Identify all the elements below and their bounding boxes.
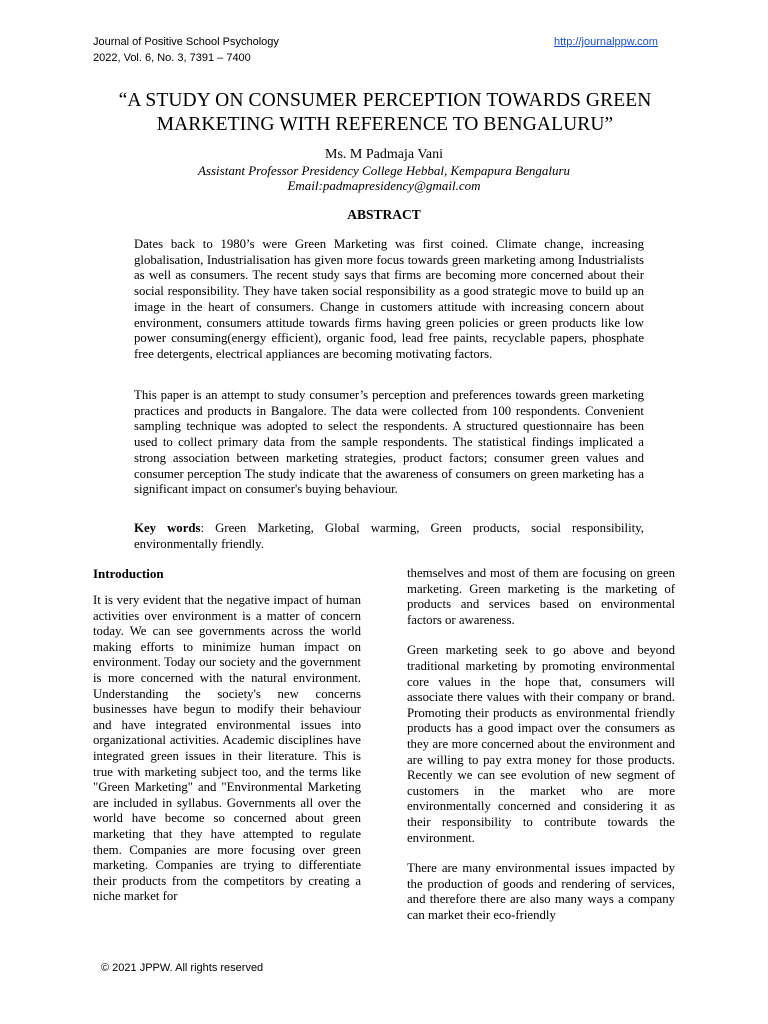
author-name: Ms. M Padmaja Vani bbox=[325, 147, 443, 162]
keywords-label: Key words bbox=[134, 521, 201, 535]
introduction-heading: Introduction bbox=[93, 566, 164, 581]
intro-right-paragraph-3: There are many environmental issues impacted by the production of goods and rendering of services, and therefore there are also many ways a company can market their eco-friendly bbox=[407, 861, 675, 922]
journal-url-link[interactable]: http://journalppw.com bbox=[554, 36, 658, 48]
abstract-paragraph-2: This paper is an attempt to study consumer’s perception and preferences towards green marketing practices and products in Bangalore. The data were collected from 100 respondents. Convenient sampling technique was adopted to select the respondents. A structured questionnaire has been used to collect primary data from the sample respondents. The statistical findings implicated a strong association between marketing strategies, product factors; consumer green values and consumer perception The study indicate that the awareness of consumers on green marketing has a significant impact on consumer's buying behaviour. bbox=[134, 388, 644, 497]
right-column bbox=[407, 566, 675, 938]
journal-issue: 2022, Vol. 6, No. 3, 7391 – 7400 bbox=[93, 52, 251, 64]
author-affiliation-block bbox=[0, 163, 768, 193]
copyright-footer: © 2021 JPPW. All rights reserved bbox=[101, 962, 264, 974]
intro-right-paragraph-1: themselves and most of them are focusing on green marketing. Green marketing is the marketing of products and services based on environmental factors or awareness. bbox=[407, 566, 675, 627]
author-email: Email:padmapresidency@gmail.com bbox=[287, 178, 481, 193]
author-affiliation: Assistant Professor Presidency College Hebbal, Kempapura Bengaluru bbox=[197, 163, 571, 178]
left-column bbox=[93, 593, 361, 920]
journal-header bbox=[93, 34, 279, 66]
abstract-paragraph-1: Dates back to 1980’s were Green Marketing was first coined. Climate change, increasing globalisation, Industrialisation has given more focus towards green marketing among Industrialists as well as consumers. The recent study says that firms are becoming more concerned about their social responsibility. They have taken social responsibility as a good strategic move to build up an image in the heart of consumers. Change in customers attitude with increasing concern about environment, consumers attitude towards firms having green policies or green products like low power consuming(energy efficient), organic food, lead free paints, recyclable papers, phosphate free detergents, electrical appliances are becoming motivating factors. bbox=[134, 237, 644, 361]
intro-left-paragraph: It is very evident that the negative impact of human activities over environment is a matter of concern today. We can see governments across the world making efforts to minimize human impact on environment. Today our society and the government is more concerned with the natural environment. Understanding the society's new concerns businesses have begun to modify their behaviour and have integrated environmental issues into organizational activities. Academic disciplines have integrated green issues in their literature. This is true with marketing subject too, and the terms like "Green Marketing" and "Environmental Marketing are included in syllabus. Governments all over the world have become so concerned about green marketing that they have attempted to regulate them. Companies are more focusing over green marketing. Companies are trying to differentiate their products from the competitors by creating a niche market for bbox=[93, 593, 361, 904]
journal-name: Journal of Positive School Psychology bbox=[93, 36, 279, 48]
keywords-text: : Green Marketing, Global warming, Green products, social responsibility, environmentally friendly. bbox=[134, 521, 644, 551]
intro-right-paragraph-2: Green marketing seek to go above and beyond traditional marketing by promoting environmental core values in the hope that, consumers will associate there values with their company or brand. Promoting their products as environmental friendly products has a good impact over the consumers as they are more concerned about the environment and are willing to pay extra money for those products. Recently we can see evolution of new segment of customers in the market who are more environmentally concerned and considering it as their responsibility to contribute towards the environment. bbox=[407, 643, 675, 845]
keywords bbox=[134, 521, 644, 552]
paper-title: “A STUDY ON CONSUMER PERCEPTION TOWARDS GREEN MARKETING WITH REFERENCE TO BENGALURU” bbox=[118, 90, 652, 135]
abstract-heading: ABSTRACT bbox=[347, 207, 421, 222]
